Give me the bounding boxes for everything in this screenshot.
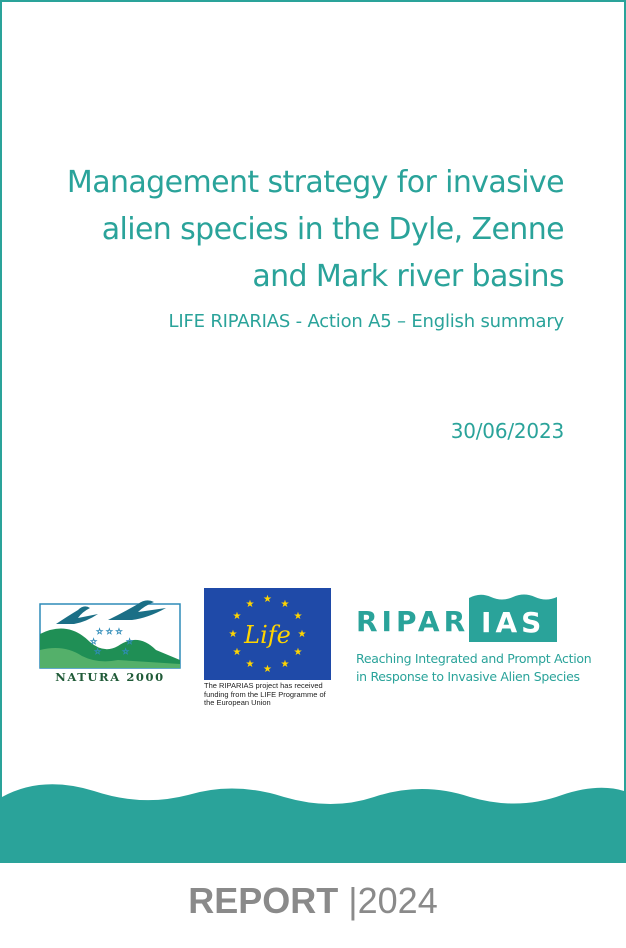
svg-text:★: ★ (245, 599, 255, 610)
svg-text:★: ★ (232, 647, 242, 658)
riparias-wordmark (356, 590, 596, 642)
report-title-line: alien species in the Dyle, Zenne (101, 212, 564, 247)
svg-text:★: ★ (293, 611, 303, 622)
riparias-ias-box (469, 592, 557, 642)
svg-text:★: ★ (293, 647, 303, 658)
svg-text:☆: ☆ (94, 647, 102, 656)
natura-label: NATURA 2000 (55, 670, 165, 684)
wave-icon (469, 592, 557, 602)
caption-line: The RIPARIAS project has received (204, 681, 323, 690)
life-eu-logo (204, 588, 332, 708)
riparias-name-part1: RIPAR (356, 605, 470, 638)
svg-text:★: ★ (228, 629, 238, 640)
caption-line: funding from the LIFE Programme of (204, 689, 326, 699)
wave-footer-band (2, 777, 624, 861)
report-title-line: and Mark river basins (252, 259, 564, 294)
footer-year: 2024 (357, 880, 438, 921)
report-subtitle: LIFE RIPARIAS - Action A5 – English summary (168, 311, 564, 332)
report-title-line: Management strategy for invasive (66, 165, 564, 200)
caption-line: the European Union (204, 698, 271, 707)
footer-report-label: REPORT (188, 880, 339, 921)
svg-text:★: ★ (263, 594, 272, 605)
eu-flag-icon (204, 588, 331, 680)
natura-2000-logo (38, 590, 182, 688)
svg-text:★: ★ (263, 664, 272, 675)
svg-text:★: ★ (280, 659, 290, 670)
report-date: 30/06/2023 (450, 419, 564, 443)
footer-separator: | (338, 880, 358, 921)
svg-text:★: ★ (232, 611, 242, 622)
svg-text:☆: ☆ (90, 637, 98, 646)
tagline-line: in Response to Invasive Alien Species (356, 669, 580, 684)
svg-text:☆ ☆ ☆: ☆ ☆ ☆ (96, 627, 123, 636)
svg-text:☆: ☆ (122, 647, 130, 656)
riparias-logo (356, 590, 596, 686)
svg-text:★: ★ (245, 659, 255, 670)
tagline-line: Reaching Integrated and Prompt Action (356, 651, 592, 666)
riparias-name-part2: IAS (481, 606, 546, 639)
svg-text:★: ★ (297, 629, 307, 640)
report-footer (0, 880, 626, 922)
riparias-tagline (356, 650, 596, 686)
svg-text:★: ★ (280, 599, 290, 610)
life-wordmark: Life (244, 621, 291, 649)
life-funding-caption (204, 682, 332, 708)
natura-birds-icon (38, 590, 182, 670)
svg-text:☆: ☆ (126, 637, 134, 646)
title-block (44, 159, 564, 332)
